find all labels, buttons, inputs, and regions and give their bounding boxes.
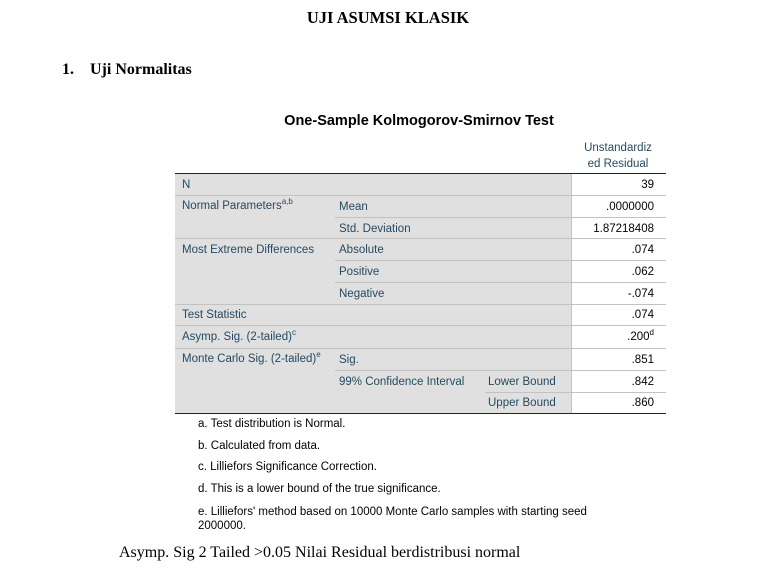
upper-bound-value: .860 (631, 397, 654, 409)
asymp-sig-value: .200$^d$ (627, 328, 654, 343)
column-header-line1: Unstandardiz (584, 142, 652, 154)
row-divider (175, 348, 666, 349)
std-deviation-value: 1.87218408 (593, 223, 654, 235)
positive-label: Positive (339, 266, 380, 278)
row-divider (335, 217, 666, 218)
footnote-c: c. Lilliefors Significance Correction. (198, 461, 377, 474)
row-divider (335, 282, 666, 283)
mc-sig-label: Sig. (339, 354, 359, 366)
table-footnotes (198, 418, 618, 533)
normal-parameters-label: Normal Parameters$^{a,b}$ (182, 197, 293, 212)
table-title: One-Sample Kolmogorov-Smirnov Test (284, 113, 554, 129)
row-divider (175, 304, 666, 305)
row-divider (335, 370, 666, 371)
confidence-interval-label: 99% Confidence Interval (339, 376, 465, 388)
row-divider (485, 392, 666, 393)
row-divider (335, 260, 666, 261)
std-deviation-label: Std. Deviation (339, 223, 411, 235)
mc-sig-value: .851 (631, 354, 654, 366)
positive-value: .062 (631, 266, 654, 278)
monte-carlo-sig-label: Monte Carlo Sig. (2-tailed)$^e$ (182, 350, 321, 365)
lower-bound-value: .842 (631, 376, 654, 388)
lower-bound-label: Lower Bound (488, 376, 556, 388)
section-heading (62, 61, 192, 79)
conclusion-text: Asymp. Sig 2 Tailed >0.05 Nilai Residual berdistribusi normal (119, 544, 521, 561)
n-label: N (182, 179, 191, 191)
test-statistic-value: .074 (631, 309, 654, 321)
column-header (573, 140, 663, 172)
footnote-d: d. This is a lower bound of the true significance. (198, 483, 441, 496)
ks-test-table (175, 173, 666, 414)
row-divider (175, 238, 666, 239)
document-heading: UJI ASUMSI KLASIK (306, 8, 470, 27)
absolute-label: Absolute (339, 244, 384, 256)
negative-value: -.074 (627, 288, 654, 300)
footnote-e: e. Lilliefors' method based on 10000 Monte Carlo samples with starting seed 2000000. (198, 505, 587, 532)
column-header-line2: ed Residual (587, 158, 649, 170)
footnote-a: a. Test distribution is Normal. (198, 418, 346, 430)
row-divider (175, 325, 666, 326)
section-number: 1. (62, 61, 74, 78)
mean-label: Mean (339, 201, 368, 213)
n-value: 39 (641, 179, 654, 191)
asymp-sig-label: Asymp. Sig. (2-tailed)$^c$ (182, 328, 296, 343)
footnote-b: b. Calculated from data. (198, 439, 321, 452)
absolute-value: .074 (631, 244, 654, 256)
test-statistic-label: Test Statistic (182, 309, 247, 321)
upper-bound-label: Upper Bound (488, 397, 556, 409)
mean-value: .0000000 (606, 201, 654, 213)
column-divider (571, 174, 572, 413)
row-divider (175, 195, 666, 196)
section-title: Uji Normalitas (90, 61, 192, 78)
most-extreme-differences-label: Most Extreme Differences (182, 244, 315, 256)
negative-label: Negative (339, 288, 385, 300)
